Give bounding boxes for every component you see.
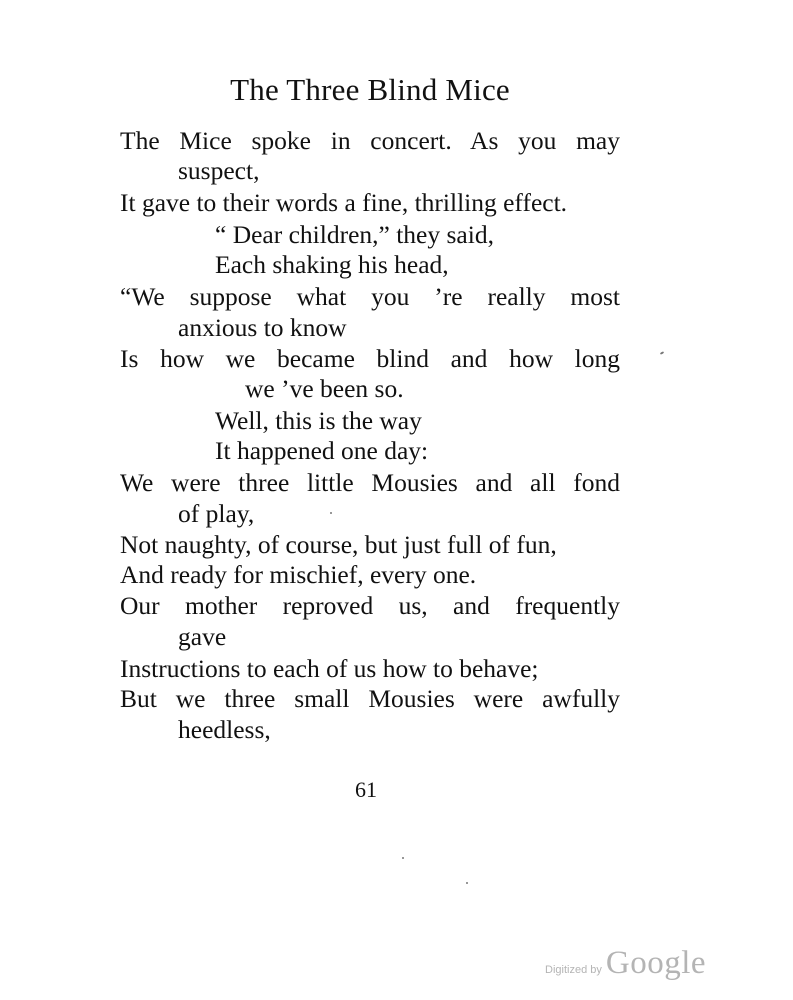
poem-line: suspect, [178,156,260,185]
poem-line: we ’ve been so. [245,374,404,403]
scan-speck [330,512,332,514]
poem-line: “We suppose what you ’re really most [120,282,620,311]
page-number: 61 [355,777,377,802]
poem-line: Instructions to each of us how to behave; [120,654,539,683]
poem-line: Not naughty, of course, but just full of fun, [120,530,557,559]
poem-line: It happened one day: [215,436,429,465]
poem-line: of play, [178,499,255,528]
poem-line: Our mother reproved us, and frequently [120,591,620,620]
poem-line: anxious to know [178,313,347,342]
scan-speck [402,857,404,859]
poem-line: The Mice spoke in concert. As you may [120,126,620,155]
poem-line: Each shaking his head, [215,250,449,279]
poem-line: Is how we became blind and how long [120,344,620,373]
watermark-brand: Google [605,945,707,981]
poem-line: Well, this is the way [215,406,422,435]
poem-line: “ Dear children,” they said, [215,220,494,249]
watermark-prefix: Digitized by [545,964,602,976]
poem-line: And ready for mischief, every one. [120,560,477,589]
scan-speck [466,882,468,884]
poem-line: But we three small Mousies were awfully [120,684,620,713]
poem-line: gave [178,622,227,651]
scan-speck [660,351,664,355]
digitization-watermark [545,945,706,985]
poem-line: heedless, [178,715,271,744]
poem-line: It gave to their words a fine, thrilling effect. [120,188,568,217]
chapter-title: The Three Blind Mice [230,72,510,107]
poem-line: We were three little Mousies and all fond [120,468,620,497]
